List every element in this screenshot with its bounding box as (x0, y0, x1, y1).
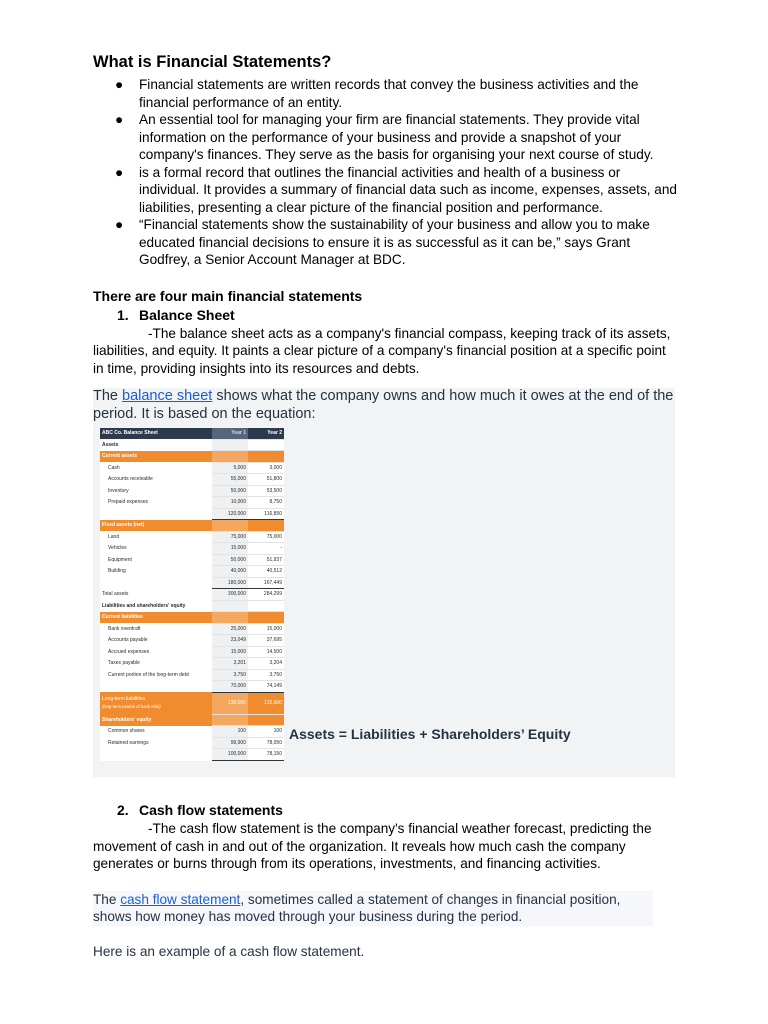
year-1-value: 99,900 (212, 737, 248, 749)
row-label: Building (108, 568, 126, 574)
year-1-value: 120,000 (212, 508, 248, 520)
cash-flow-example-text: Here is an example of a cash flow statement. (93, 943, 365, 959)
table-row (100, 589, 284, 601)
year-1-header: Year 1 (212, 428, 248, 439)
year-2-value (248, 600, 284, 612)
year-1-value: 55,000 (212, 474, 248, 486)
balance-sheet-intro: The balance sheet shows what the company owns and how much it owes at the end of the period. It is based on the equation: (93, 388, 674, 422)
list-item: ● “Financial statements show the sustainability of your business and allow you to make educated financial decisions to ensure it is as successful as it can be,” says Grant Godfrey, a Senior Account Manager at BDC. (115, 217, 650, 267)
year-1-value (212, 714, 248, 726)
year-2-value: - (248, 543, 284, 555)
row-label: Inventory (108, 487, 129, 494)
row-label: Taxes payable (108, 660, 140, 666)
year-2-value: 51,800 (248, 474, 284, 486)
year-2-value: 3,000 (248, 462, 284, 474)
year-1-value: 50,000 (212, 554, 248, 566)
year-1-value (212, 520, 248, 532)
year-1-value (212, 600, 248, 612)
year-1-value: 25,000 (212, 623, 248, 635)
row-label: Vehicles (108, 545, 127, 551)
table-row (100, 508, 284, 520)
table-row (100, 646, 284, 658)
year-2-value: 167,449 (248, 577, 284, 589)
year-1-value: 100 (212, 726, 248, 738)
table-row (100, 474, 284, 486)
table-row (100, 439, 284, 451)
year-2-value: 100 (248, 726, 284, 738)
year-2-value: 74,149 (248, 681, 284, 693)
year-2-value: 284,299 (248, 589, 284, 601)
year-2-value: 8,750 (248, 497, 284, 509)
row-label (100, 681, 212, 693)
table-row (100, 669, 284, 681)
year-2-value: 37,695 (248, 635, 284, 647)
table-header-row (100, 428, 284, 439)
balance-sheet-info-box (93, 388, 675, 777)
list-item: ● is a formal record that outlines the financial activities and health of a business or individual. It provides a summary of financial data such as income, expenses, assets, and liabilities, presenting a clear picture of the financial position and performance. (115, 164, 677, 215)
row-label: Retained earnings (108, 739, 149, 746)
row-label: Equipment (108, 556, 132, 563)
row-label: Prepaid expenses (108, 499, 149, 505)
year-2-value (248, 520, 284, 532)
main-heading: There are four main financial statements (93, 287, 363, 304)
table-row (100, 681, 284, 693)
row-label: Liabilities and shareholders' equity (102, 602, 186, 609)
row-label: Current liabilities (100, 612, 212, 624)
cash-flow-intro: The cash flow statement, sometimes called a statement of changes in financial position, shows how money has moved through your business during the period. (93, 891, 653, 926)
table-row (100, 635, 284, 647)
row-label: Common shares (108, 728, 145, 734)
year-2-value (248, 612, 284, 624)
year-1-value: 75,000 (212, 531, 248, 543)
row-label (100, 508, 212, 520)
year-2-value: 15,000 (248, 623, 284, 635)
year-1-value: 130,000 (212, 692, 248, 714)
row-label: Accrued expenses (108, 648, 150, 655)
year-1-value: 180,000 (212, 577, 248, 589)
table-row (100, 737, 284, 749)
table-row (100, 497, 284, 509)
cash-flow-statement-link[interactable]: cash flow statement (120, 891, 241, 907)
row-label (100, 577, 212, 589)
year-1-value: 5,000 (212, 462, 248, 474)
year-2-header: Year 2 (248, 428, 284, 439)
year-2-value: 116,850 (248, 508, 284, 520)
row-label: Accounts receivable (108, 476, 153, 482)
year-2-value (248, 439, 284, 451)
year-1-value (212, 439, 248, 451)
year-2-value: 14,500 (248, 646, 284, 658)
row-label: Current assets (100, 451, 212, 463)
table-row (100, 749, 284, 761)
table-row (100, 485, 284, 497)
row-label: Accounts payable (108, 637, 148, 643)
table-row (100, 658, 284, 670)
table-row (100, 554, 284, 566)
row-label (100, 749, 212, 761)
year-1-value: 70,000 (212, 681, 248, 693)
row-label: Total assets (102, 591, 129, 597)
year-2-value (248, 451, 284, 463)
balance-sheet-table (100, 428, 284, 761)
row-label: Bank overdraft (108, 625, 141, 632)
year-2-value: 51,937 (248, 554, 284, 566)
year-2-value: 3,204 (248, 658, 284, 670)
year-1-value: 3,201 (212, 658, 248, 670)
year-2-value: 40,512 (248, 566, 284, 578)
section-heading-balance-sheet: 1. Balance Sheet (117, 306, 235, 323)
list-item: ● Financial statements are written records that convey the business activities and the financial performance of an entity. (115, 77, 639, 110)
table-row (100, 543, 284, 555)
table-title-cell: ABC Co. Balance Sheet (100, 428, 212, 439)
year-1-value: 3,750 (212, 669, 248, 681)
row-label: Current portion of the long-term debt (108, 671, 189, 678)
year-2-value: 53,500 (248, 485, 284, 497)
table-row (100, 520, 284, 532)
table-row-long-term-liabilities (100, 692, 284, 714)
page-title: What is Financial Statements? (93, 53, 332, 71)
year-1-value: 50,000 (212, 485, 248, 497)
year-2-value: 3,750 (248, 669, 284, 681)
table-row (100, 623, 284, 635)
year-1-value (212, 451, 248, 463)
year-1-value: 40,000 (212, 566, 248, 578)
row-label: Fixed assets (net) (100, 520, 212, 532)
row-label: Long-term liabilities (long-term portion of bank debt) (100, 692, 212, 714)
year-2-value: 78,150 (248, 749, 284, 761)
table-row (100, 577, 284, 589)
section-heading-cash-flow: 2. Cash flow statements (117, 802, 283, 818)
table-row (100, 714, 284, 726)
accounting-equation: Assets = Liabilities + Shareholders’ Equity (289, 726, 571, 742)
year-2-value: 78,050 (248, 737, 284, 749)
year-1-value: 15,000 (212, 543, 248, 555)
year-1-value: 300,000 (212, 589, 248, 601)
row-label: Cash (108, 464, 120, 471)
document-page (93, 52, 677, 960)
definition-bullet-list (93, 76, 677, 269)
year-2-value (248, 714, 284, 726)
table-row (100, 462, 284, 474)
year-2-value: 75,000 (248, 531, 284, 543)
table-row (100, 566, 284, 578)
table-row (100, 531, 284, 543)
year-1-value: 15,000 (212, 646, 248, 658)
table-row (100, 600, 284, 612)
year-1-value: 23,049 (212, 635, 248, 647)
year-1-value: 100,000 (212, 749, 248, 761)
year-2-value: 132,000 (248, 692, 284, 714)
row-label: Shareholders' equity (100, 714, 212, 726)
row-label: Assets (102, 441, 119, 448)
table-row (100, 451, 284, 463)
year-1-value (212, 612, 248, 624)
balance-sheet-link[interactable]: balance sheet (122, 388, 213, 404)
cash-flow-description: -The cash flow statement is the company's financial weather forecast, predicting the movement of cash in and out of the organization. It reveals how much cash the company generates or burns through from its operations, investments, and financing activities. (93, 821, 652, 871)
balance-sheet-description: -The balance sheet acts as a company's financial compass, keeping track of its assets, liabilities, and equity. It paints a clear picture of a company's financial position at a specific point in time, providing insights into its resources and debts. (93, 325, 671, 376)
list-item: ● An essential tool for managing your firm are financial statements. They provide vital information on the performance of your business and provide a snapshot of your company's finances. They serve as the basis for organising your next course of study. (115, 112, 654, 162)
row-label: Land (108, 533, 120, 540)
table-row (100, 612, 284, 624)
year-1-value: 10,000 (212, 497, 248, 509)
table-row (100, 726, 284, 738)
